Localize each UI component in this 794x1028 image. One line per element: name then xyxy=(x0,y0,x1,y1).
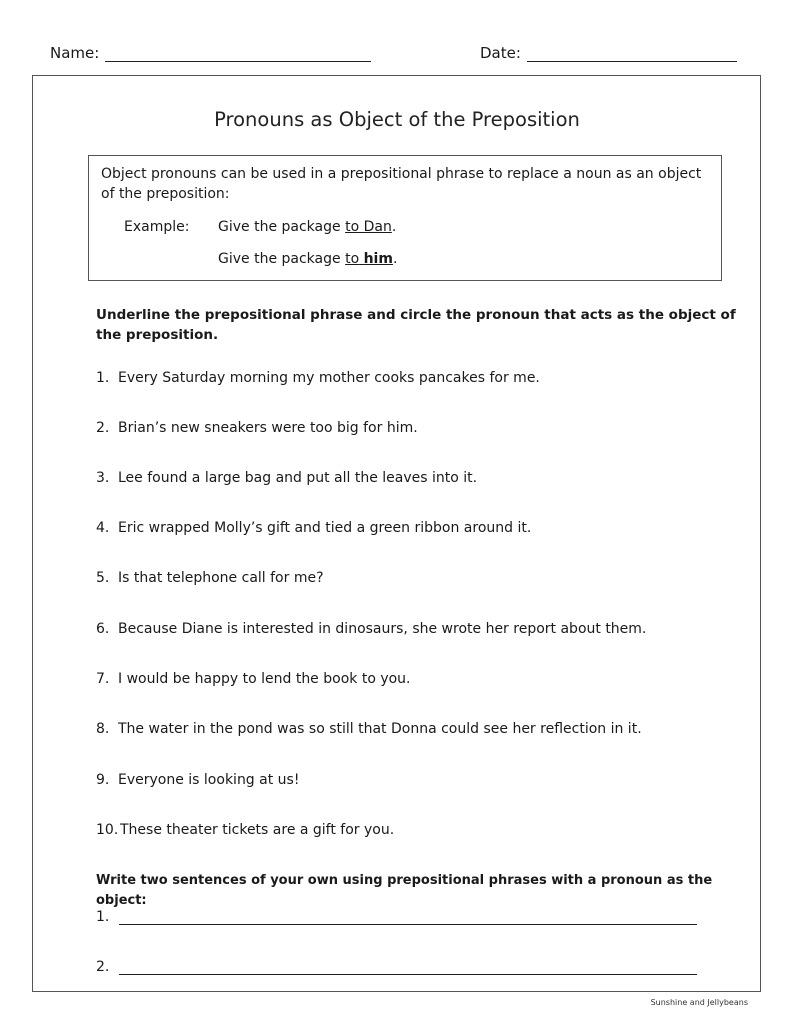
instructions: Underline the prepositional phrase and circle the pronoun that acts as the object of the preposition. xyxy=(96,307,736,343)
write-instructions: Write two sentences of your own using prepositional phrases with a pronoun as the object: xyxy=(96,873,713,908)
date-field[interactable] xyxy=(480,44,737,62)
answer-line-2[interactable]: 2. xyxy=(96,959,109,975)
answer-blank[interactable] xyxy=(119,974,697,975)
footer-credit: Sunshine and Jellybeans xyxy=(650,998,748,1007)
question-item[interactable]: 8. The water in the pond was so still that Donna could see her reflection in it. xyxy=(96,721,642,737)
example-sentence-1: Give the package to Dan. xyxy=(218,219,397,235)
date-line[interactable] xyxy=(527,45,737,62)
date-label: Date: xyxy=(480,44,521,62)
answer-blank[interactable] xyxy=(119,924,697,925)
name-field[interactable] xyxy=(50,44,371,62)
question-item[interactable]: 10. These theater tickets are a gift for you. xyxy=(96,822,395,838)
example-phrase-2: to him xyxy=(345,251,393,267)
question-text[interactable]: Every Saturday morning my mother cooks pancakes for me. xyxy=(118,370,540,386)
question-text[interactable]: These theater tickets are a gift for you. xyxy=(120,822,395,838)
question-text[interactable]: I would be happy to lend the book to you. xyxy=(118,671,411,687)
question-item[interactable]: 2. Brian’s new sneakers were too big for him. xyxy=(96,420,418,436)
example-pronoun: him xyxy=(363,251,393,267)
example-phrase-1: to Dan xyxy=(345,219,392,235)
question-text[interactable]: Brian’s new sneakers were too big for him. xyxy=(118,420,418,436)
name-label: Name: xyxy=(50,44,100,62)
question-text[interactable]: Eric wrapped Molly’s gift and tied a green ribbon around it. xyxy=(118,520,532,536)
question-text[interactable]: Because Diane is interested in dinosaurs, she wrote her report about them. xyxy=(118,621,647,637)
question-text[interactable]: Lee found a large bag and put all the leaves into it. xyxy=(118,470,478,486)
question-text[interactable]: Everyone is looking at us! xyxy=(118,772,300,788)
example-intro: Object pronouns can be used in a prepositional phrase to replace a noun as an object of the preposition: xyxy=(101,166,702,202)
page-title: Pronouns as Object of the Preposition xyxy=(214,108,580,131)
question-item[interactable]: 1. Every Saturday morning my mother cooks pancakes for me. xyxy=(96,370,540,386)
example-label: Example: xyxy=(124,219,190,235)
question-text[interactable]: The water in the pond was so still that Donna could see her reflection in it. xyxy=(118,721,642,737)
question-text[interactable]: Is that telephone call for me? xyxy=(118,570,324,586)
question-item[interactable]: 6. Because Diane is interested in dinosaurs, she wrote her report about them. xyxy=(96,621,647,637)
question-item[interactable]: 3. Lee found a large bag and put all the leaves into it. xyxy=(96,470,478,486)
example-box xyxy=(88,155,722,281)
question-item[interactable]: 7. I would be happy to lend the book to you. xyxy=(96,671,411,687)
question-item[interactable]: 5. Is that telephone call for me? xyxy=(96,570,324,586)
answer-line-1[interactable]: 1. xyxy=(96,909,109,925)
question-item[interactable]: 9. Everyone is looking at us! xyxy=(96,772,300,788)
question-item[interactable]: 4. Eric wrapped Molly’s gift and tied a green ribbon around it. xyxy=(96,520,532,536)
name-line[interactable] xyxy=(105,45,371,62)
example-sentence-2: Give the package to him. xyxy=(218,251,398,267)
